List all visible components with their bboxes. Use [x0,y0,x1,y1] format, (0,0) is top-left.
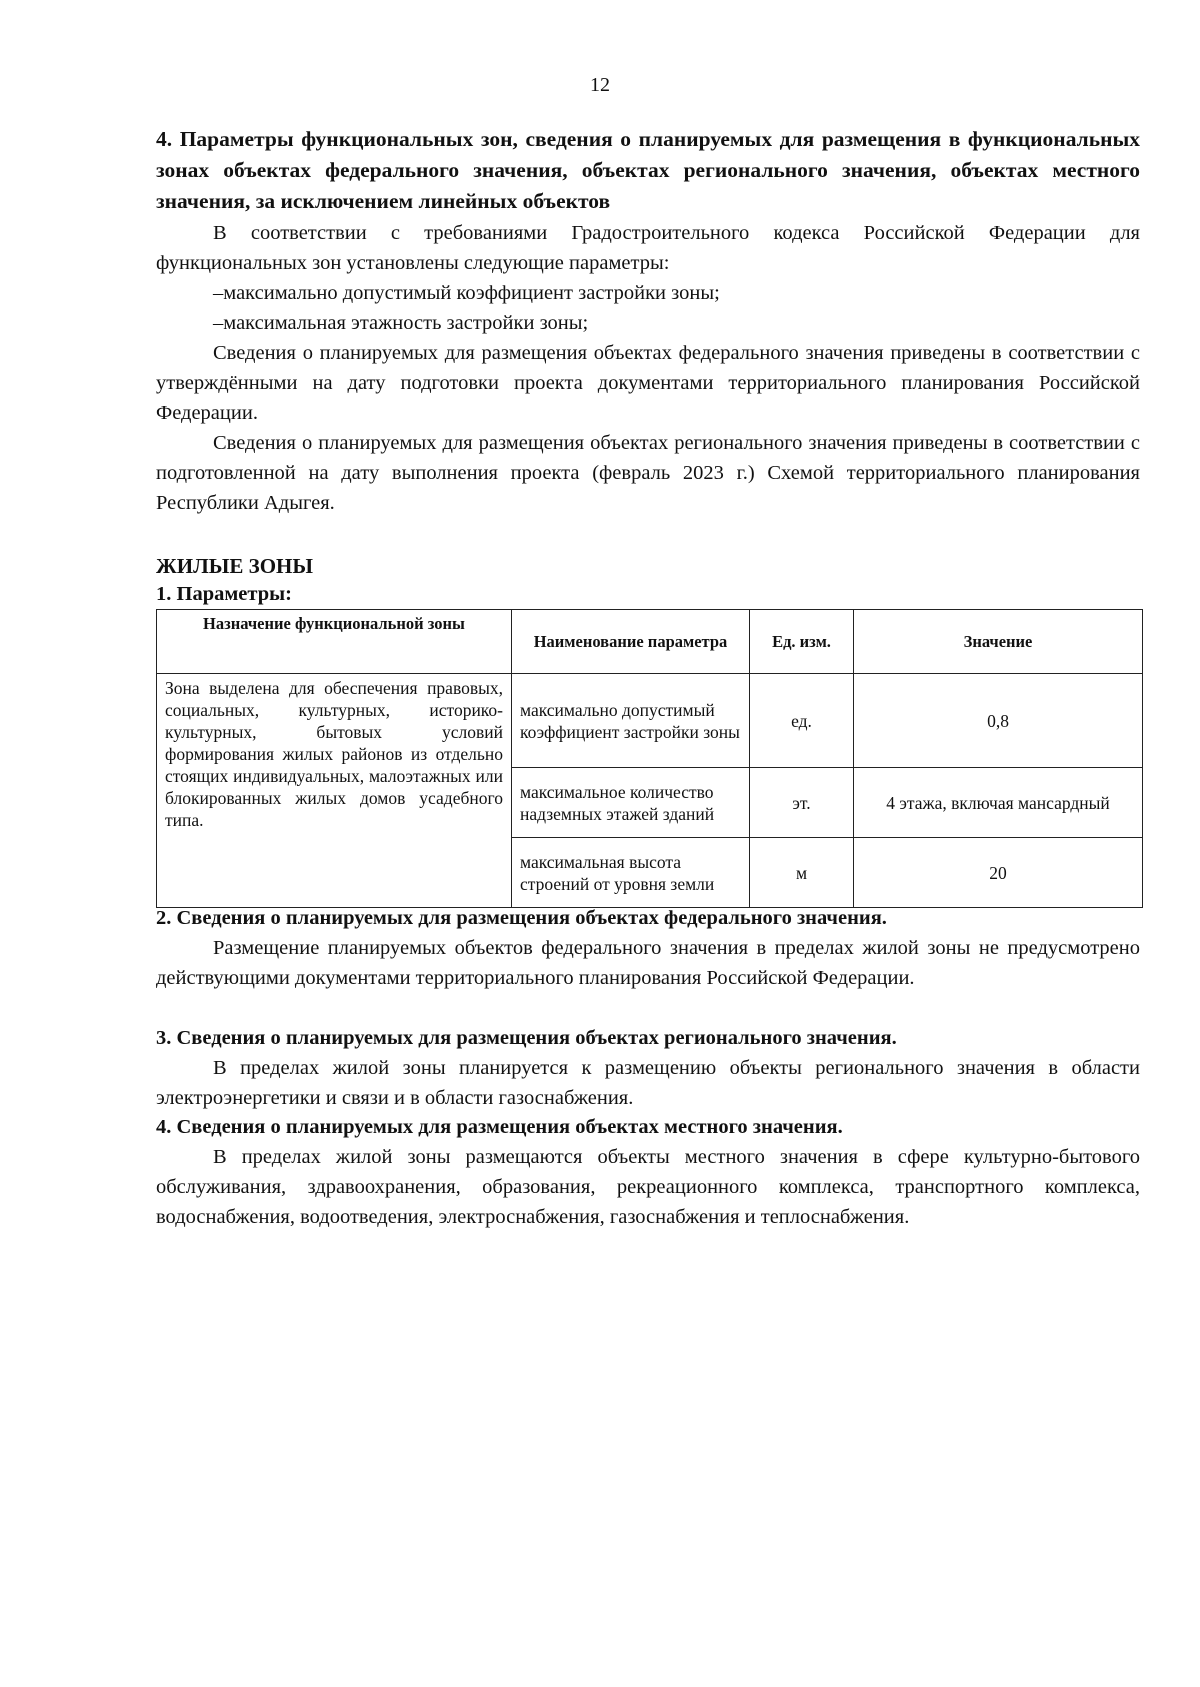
unit-cell: м [750,838,854,908]
unit-cell: эт. [750,768,854,838]
list-item-floors: –максимальная этажность застройки зоны; [213,312,589,334]
local-objects-block [156,1112,1140,1232]
residential-zones-block [156,551,1140,607]
param-name-cell: максимально допустимый коэффициент застройки зоны [512,674,750,768]
federal-objects-title: 2. Сведения о планируемых для размещения объектах федерального значения. [156,907,887,929]
zone-description-cell [157,674,512,908]
list-item-coefficient: –максимально допустимый коэффициент застройки зоны; [213,282,720,304]
page-number: 12 [590,74,610,96]
regional-objects-text: В пределах жилой зоны планируется к размещению объекты регионального значения в области электроэнергетики и связи и в области газоснабжения. [156,1057,1140,1109]
parameters-title: 1. Параметры: [156,583,292,605]
intro-block [156,218,1140,518]
intro-paragraph-federal: Сведения о планируемых для размещения объектах федерального значения приведены в соответствии с утверждёнными на дату подготовки проекта документами территориального планирования Российской Федерации. [156,342,1140,424]
local-objects-title: 4. Сведения о планируемых для размещения объектах местного значения. [156,1116,843,1138]
value-cell: 0,8 [854,674,1143,768]
header-unit: Ед. изм. [750,610,854,674]
unit-cell: ед. [750,674,854,768]
regional-objects-block [156,1023,1140,1113]
section-heading: 4. Параметры функциональных зон, сведения о планируемых для размещения в функциональных зонах объектах федерального значения, объектах регионального значения, объектах местного значения, за исключением линейных объектов [156,127,1140,213]
value-cell: 4 этажа, включая мансардный [854,768,1143,838]
zone-description: Зона выделена для обеспечения правовых, социальных, культурных, историко-культурных, бытовых условий формирования жилых районов из отдельно стоящих индивидуальных, малоэтажных или блокированных жилых домов усадебного типа. [165,678,503,830]
table-row [157,674,1143,768]
residential-zones-title: ЖИЛЫЕ ЗОНЫ [156,554,313,578]
federal-objects-block [156,903,1140,993]
param-name-cell: максимальное количество надземных этажей зданий [512,768,750,838]
header-parameter-name: Наименование параметра [512,610,750,674]
table-header-row [157,610,1143,674]
regional-objects-title: 3. Сведения о планируемых для размещения объектах регионального значения. [156,1027,897,1049]
header-zone-purpose: Назначение функциональной зоны [157,610,512,674]
local-objects-text: В пределах жилой зоны размещаются объекты местного значения в сфере культурно-бытового обслуживания, здравоохранения, образования, рекреационного комплекса, транспортного комплекса, водоснабжения, водоотведения, электроснабжения, газоснабжения и теплоснабжения. [156,1146,1140,1228]
intro-paragraph-1: В соответствии с требованиями Градостроительного кодекса Российской Федерации для функциональных зон установлены следующие параметры: [156,222,1140,274]
intro-paragraph-regional: Сведения о планируемых для размещения объектах регионального значения приведены в соответствии с подготовленной на дату выполнения проекта (февраль 2023 г.) Схемой территориального планирования Республики Адыгея. [156,432,1140,514]
parameters-table [156,609,1143,908]
federal-objects-text: Размещение планируемых объектов федерального значения в пределах жилой зоны не предусмотрено действующими документами территориального планирования Российской Федерации. [156,937,1140,989]
value-cell: 20 [854,838,1143,908]
param-name-cell: максимальная высота строений от уровня земли [512,838,750,908]
header-value: Значение [854,610,1143,674]
